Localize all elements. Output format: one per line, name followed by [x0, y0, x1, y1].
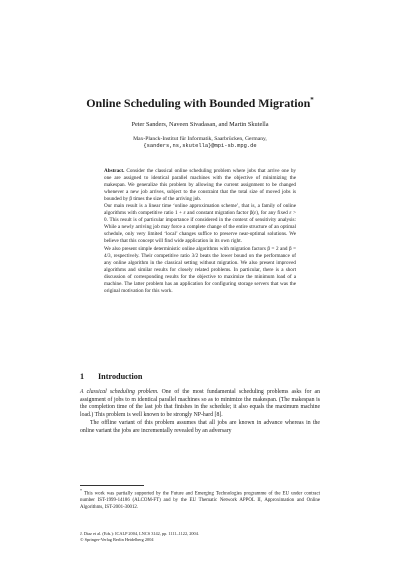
abstract-lead: Abstract. — [104, 168, 125, 174]
copyright-icon: © — [80, 536, 84, 542]
footnote-divider — [80, 485, 144, 486]
abstract — [104, 168, 296, 295]
affiliation-institute: Max-Planck-Institut für Informatik, Saarbrücken, Germany, — [133, 136, 267, 142]
title-footnote-mark: * — [310, 96, 314, 104]
publication-info — [80, 531, 320, 542]
author-list: Peter Sanders, Naveen Sivadasan, and Martin Skutella — [131, 121, 269, 128]
publication-copyright — [80, 537, 320, 543]
abstract-paragraph-2: Our main result is a linear time ‘online approximation scheme’, that is, a family of online algorithms with competitive ratio 1 + ε and constant migration factor β(ε), for any fixed ε > 0. This result is of particular importance if considered in the context of sensitivity analysis: While a newly arriving job may force a complete change of the entire structure of an optimal schedule, only very limited ‘local’ changes suffice to preserve near-optimal solutions. We believe that this concept will find wide application in its own right. — [104, 203, 296, 245]
body-paragraph-2: The offline variant of this problem assumes that all jobs are known in advance whereas in the online variant the jobs are incrementally revealed by an adversary — [80, 419, 320, 434]
footnote-mark: * — [80, 488, 82, 493]
publisher-text: Springer-Verlag Berlin Heidelberg 2004 — [84, 536, 154, 542]
paragraph-run-in-heading: A classical scheduling problem. — [80, 389, 159, 395]
footnote-text: This work was partially supported by the Future and Emerging Technologies programme of the EU under contract number IST-1999-14186 (ALCOM-FT) and by the EU Thematic Network APPOL II, Approximation and Online Algorithms, IST-2001-30012. — [80, 491, 320, 511]
author-emails: {sanders,ns,skutella}@mpi-sb.mpg.de — [143, 143, 257, 150]
section-title: Introduction — [98, 372, 143, 381]
body-text — [80, 389, 320, 435]
body-paragraph-1-text: One of the most fundamental scheduling problems asks for an assignment of jobs to m identical parallel machines so as to minimize the makespan. (The makespan is the completion time of the last job that finishes in the schedule; it also equals the maximum machine load.) This problem is well known to be strongly NP-hard [8]. — [80, 389, 320, 419]
paper-title — [40, 93, 360, 110]
body-paragraph-1 — [80, 389, 320, 420]
section-heading — [80, 372, 320, 382]
abstract-paragraph-3: We also present simple deterministic online algorithms with migration factors β = 2 and β = 4/3, respectively. Their competitive ratio 3/2 beats the lower bound on the performance of any online algorithm in the classical setting without migration. We also present improved algorithms and similar results for closely related problems. In particular, there is a short discussion of corresponding results for the objective to maximize the minimum load of a machine. The latter problem has an application for configuring storage servers that was the original motivation for this work. — [104, 245, 296, 294]
abstract-text-1: Consider the classical online scheduling problem where jobs that arrive one by one are assigned to identical parallel machines with the objective of minimizing the makespan. We generalize this problem by allowing the current assignment to be changed whenever a new job arrives, subject to the constraint that the total size of moved jobs is bounded by β times the size of the arriving job. — [104, 168, 296, 203]
abstract-paragraph-1 — [104, 168, 296, 203]
publication-citation: J. Diaz et al. (Eds.): ICALP 2004, LNCS 3142, pp. 1111–1122, 2004. — [80, 531, 199, 536]
paper-title-text: Online Scheduling with Bounded Migration — [86, 96, 311, 110]
section-number: 1 — [80, 372, 85, 381]
affiliation — [40, 136, 360, 151]
footnote — [80, 488, 320, 512]
